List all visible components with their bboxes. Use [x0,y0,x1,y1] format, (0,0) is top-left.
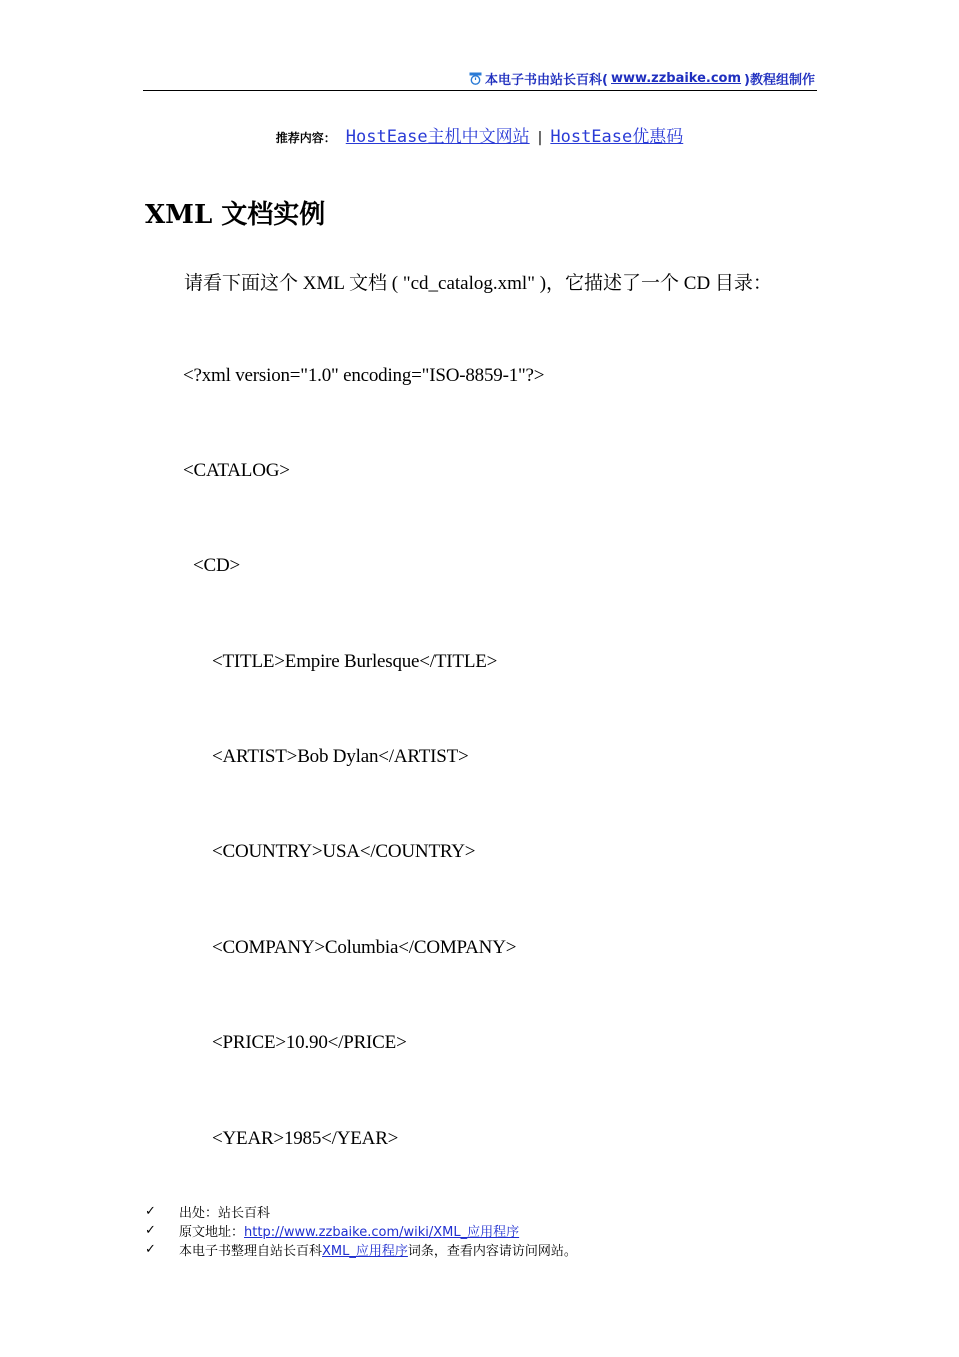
code-line-cd-open: <CD> [193,555,241,576]
hostease-coupon-link[interactable]: HostEase优惠码 [550,127,684,147]
footer-url [145,1221,577,1240]
page-header [143,68,817,91]
recommend-label: 推荐内容： [275,131,336,145]
code-line-title: <TITLE>Empire Burlesque</TITLE> [212,651,498,672]
footer-note [145,1240,577,1259]
code-line-year: <YEAR>1985</YEAR> [212,1128,399,1149]
entry-link[interactable]: XML_应用程序 [322,1244,408,1259]
site-logo-icon [469,72,482,85]
code-line-xml-declaration: <?xml version="1.0" encoding="ISO-8859-1"?> [183,365,545,386]
code-line-artist: <ARTIST>Bob Dylan</ARTIST> [212,746,469,767]
note-suffix: 词条，查看内容请访问网站。 [407,1244,577,1259]
source-label: 出处： [179,1206,219,1221]
link-separator: | [537,130,543,146]
source-value: 站长百科 [218,1206,271,1221]
note-prefix: 本电子书整理自站长百科 [179,1244,323,1259]
check-icon: ✓ [145,1223,156,1238]
header-prefix: 本电子书由站长百科( [485,73,608,88]
page-title: XML 文档实例 [145,200,326,230]
intro-paragraph: 请看下面这个 XML 文档 ( "cd_catalog.xml" )，它描述了一个 CD 目录： [184,273,772,294]
footer-source [145,1202,577,1221]
code-line-company: <COMPANY>Columbia</COMPANY> [212,937,517,958]
original-url-link[interactable]: http://www.zzbaike.com/wiki/XML_应用程序 [244,1225,520,1240]
code-line-catalog-open: <CATALOG> [183,460,290,481]
check-icon: ✓ [145,1242,156,1257]
code-line-country: <COUNTRY>USA</COUNTRY> [212,841,476,862]
code-line-price: <PRICE>10.90</PRICE> [212,1032,407,1053]
recommend-line [0,122,959,147]
check-icon: ✓ [145,1204,156,1219]
url-label: 原文地址： [179,1225,245,1240]
page-footer [145,1202,577,1259]
header-suffix: )教程组制作 [744,73,815,88]
hostease-site-link[interactable]: HostEase主机中文网站 [345,127,530,147]
header-domain-link[interactable]: www.zzbaike.com [611,71,742,86]
header-text [469,69,815,88]
